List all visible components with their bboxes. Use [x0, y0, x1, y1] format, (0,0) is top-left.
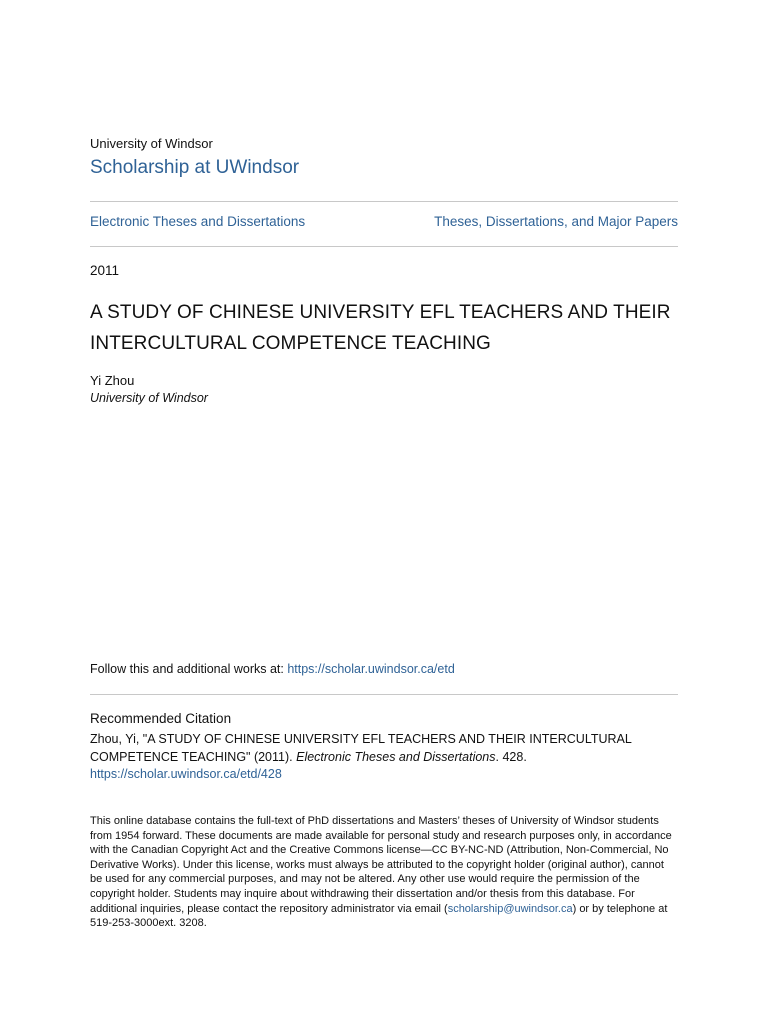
- divider-top: [90, 201, 678, 202]
- follow-url-link[interactable]: https://scholar.uwindsor.ca/etd: [287, 662, 455, 676]
- citation-text-part2: . 428.: [495, 749, 527, 764]
- author-affiliation: University of Windsor: [90, 391, 208, 405]
- cover-page: [90, 0, 678, 1024]
- divider-bottom: [90, 694, 678, 695]
- citation-series: Electronic Theses and Dissertations: [296, 749, 496, 764]
- divider-middle: [90, 246, 678, 247]
- contact-email-link[interactable]: scholarship@uwindsor.ca: [447, 902, 573, 915]
- collection-links: [90, 214, 678, 229]
- notice-text-part1: This online database contains the full-text of PhD dissertations and Masters’ theses of University of Windsor students from 1954 forward. These documents are made available for personal study and research purposes only, in accordance with the Canadian Copyright Act and the Creative Commons license—CC BY-NC-ND (Attribution, Non-Commercial, No Derivative Works). Under this license, works must always be attributed to the copyright holder (original author), cannot be used for any commercial purposes, and may not be altered. Any other use would require the permission of the copyright holder. Students may inquire about withdrawing their dissertation and/or thesis from this database. For additional inquiries, please contact the repository administrator via email (: [90, 815, 672, 915]
- recommended-citation-heading: Recommended Citation: [90, 711, 232, 726]
- publication-year: 2011: [90, 263, 120, 278]
- citation-text: [90, 731, 690, 784]
- repository-link[interactable]: Scholarship at UWindsor: [90, 157, 300, 178]
- follow-text: Follow this and additional works at:: [90, 662, 288, 676]
- collection-link-etd[interactable]: Electronic Theses and Dissertations: [90, 214, 306, 229]
- citation-url-link[interactable]: https://scholar.uwindsor.ca/etd/428: [90, 767, 282, 781]
- collection-link-theses[interactable]: Theses, Dissertations, and Major Papers: [434, 214, 678, 229]
- notice-text-part2: ) or by telephone at 519-253-3000ext. 3208.: [90, 902, 668, 930]
- institution-name: University of Windsor: [90, 136, 213, 151]
- document-title: A STUDY OF CHINESE UNIVERSITY EFL TEACHERS AND THEIR INTERCULTURAL COMPETENCE TEACHING: [90, 302, 671, 354]
- author-name: Yi Zhou: [90, 373, 135, 388]
- follow-line: [90, 662, 455, 676]
- copyright-notice: [90, 814, 678, 931]
- citation-text-part1: Zhou, Yi, "A STUDY OF CHINESE UNIVERSITY EFL TEACHERS AND THEIR INTERCULTURAL COMPETENCE TEACHING" (2011).: [90, 732, 632, 764]
